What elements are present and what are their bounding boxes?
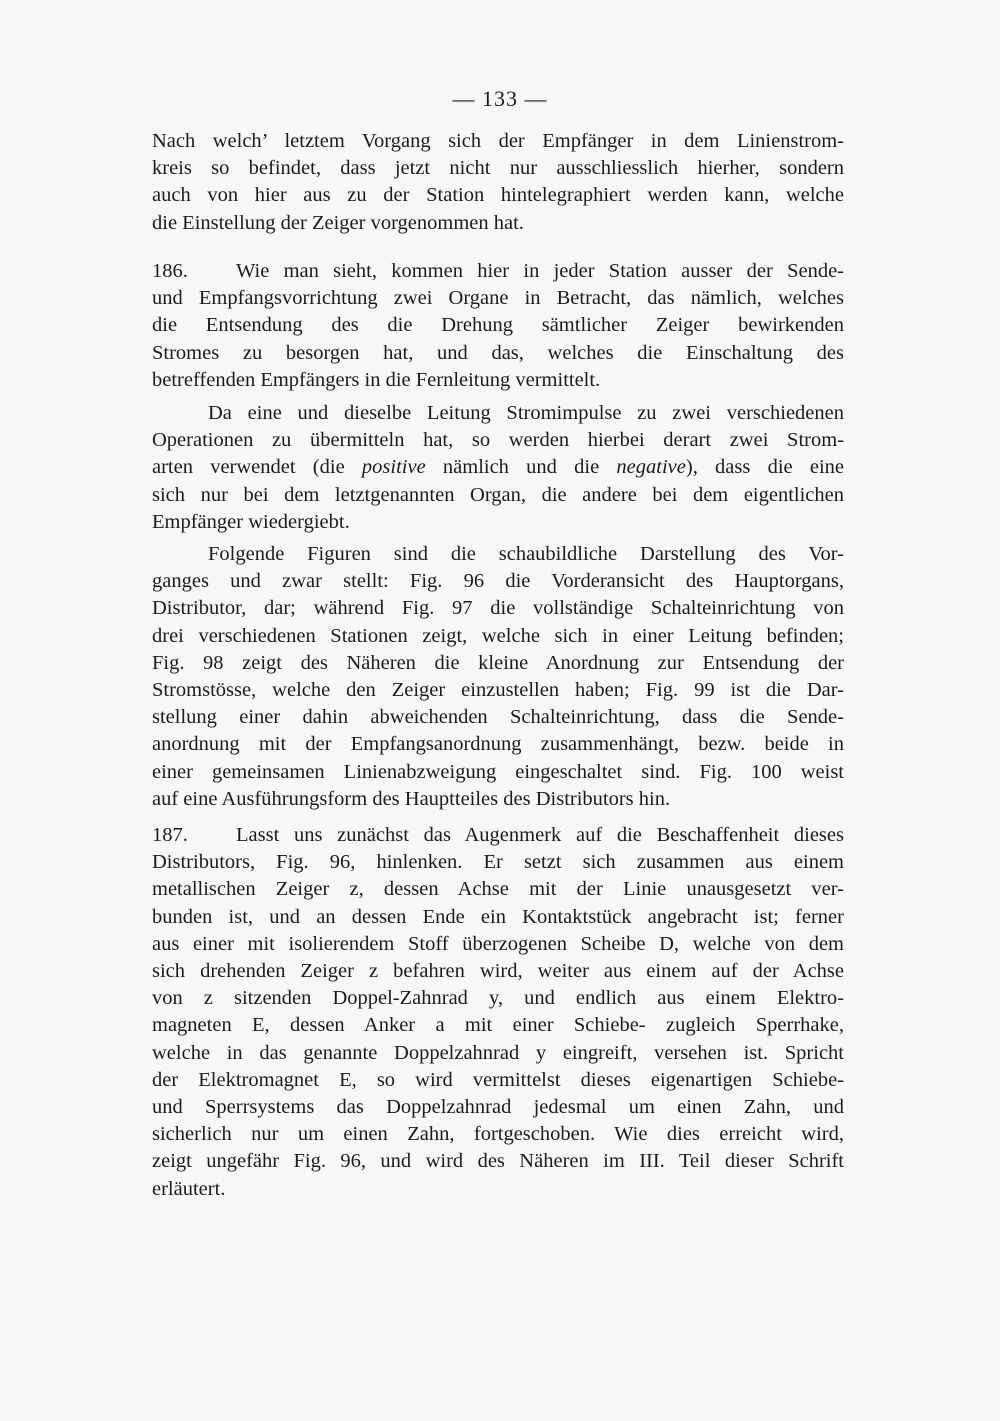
section-number: 187. xyxy=(152,824,188,846)
text-line: der Elektromagnet E, so wird vermittelst dieses eigenartigen Schiebe- xyxy=(152,1068,844,1091)
paragraph-186 xyxy=(152,258,844,394)
page-number: — 133 — xyxy=(452,86,548,111)
text-line: bunden ist, und an dessen Ende ein Kontaktstück angebracht ist; ferner xyxy=(152,905,844,928)
paragraph-4 xyxy=(152,541,844,813)
text-line-content: Wie man sieht, kommen hier in jeder Station ausser der Sende- xyxy=(236,260,844,282)
text-line: erläutert. xyxy=(152,1177,226,1200)
text-line: metallischen Zeiger z, dessen Achse mit der Linie unausgesetzt ver- xyxy=(152,878,844,901)
italic-term: negative xyxy=(616,456,686,479)
text-line: Nach welch’ letztem Vorgang sich der Empfänger in dem Linienstrom- xyxy=(152,130,844,152)
text-line: Distributors, Fig. 96, hinlenken. Er setzt sich zusammen aus einem xyxy=(152,851,844,874)
text-line: stellung einer dahin abweichenden Schalteinrichtung, dass die Sende- xyxy=(152,706,844,729)
text-line: sich drehenden Zeiger z befahren wird, weiter aus einem auf der Achse xyxy=(152,960,844,983)
text-line: Stromes zu besorgen hat, und das, welches die Einschaltung des xyxy=(152,341,844,364)
text-line: sicherlich nur um einen Zahn, fortgeschoben. Wie dies erreicht wird, xyxy=(152,1123,844,1146)
italic-term: positive xyxy=(361,456,426,479)
section-number: 186. xyxy=(152,260,188,282)
text-line: arten verwendet (die positive nämlich und die negative), dass die eine xyxy=(152,456,844,479)
text-line: Folgende Figuren sind die schaubildliche Darstellung des Vor- xyxy=(208,543,844,565)
text-line: Stromstösse, welche den Zeiger einzustellen haben; Fig. 99 ist die Dar- xyxy=(152,679,844,702)
text-line: und Empfangsvorrichtung zwei Organe in Betracht, das nämlich, welches xyxy=(152,287,844,310)
text-line: Fig. 98 zeigt des Näheren die kleine Anordnung zur Entsendung der xyxy=(152,651,844,674)
text-line: ganges und zwar stellt: Fig. 96 die Vorderansicht des Hauptorgans, xyxy=(152,570,844,593)
text-line: die Entsendung des die Drehung sämtlicher Zeiger bewirkenden xyxy=(152,314,844,337)
text-line-content: Lasst uns zunächst das Augenmerk auf die Beschaffenheit dieses xyxy=(236,824,844,846)
text-line: Operationen zu übermitteln hat, so werden hierbei derart zwei Strom- xyxy=(152,429,844,452)
text-line: Da eine und dieselbe Leitung Stromimpulse zu zwei verschiedenen xyxy=(208,402,844,424)
text-line: auch von hier aus zu der Station hintelegraphiert werden kann, welche xyxy=(152,184,844,207)
text-line: drei verschiedenen Stationen zeigt, welche sich in einer Leitung befinden; xyxy=(152,624,844,647)
text-line: anordnung mit der Empfangsanordnung zusammenhängt, bezw. beide in xyxy=(152,733,844,756)
paragraph-1 xyxy=(152,128,844,237)
paragraph-3 xyxy=(152,400,844,536)
text-line: die Einstellung der Zeiger vorgenommen hat. xyxy=(152,211,524,234)
text-line xyxy=(152,258,844,285)
text-line: auf eine Ausführungsform des Hauptteiles des Distributors hin. xyxy=(152,787,671,810)
text-line: Empfänger wiedergiebt. xyxy=(152,510,350,533)
text-line: Distributor, dar; während Fig. 97 die vollständige Schalteinrichtung von xyxy=(152,597,844,620)
text-line: von z sitzenden Doppel-Zahnrad y, und endlich aus einem Elektro- xyxy=(152,987,844,1010)
paragraph-187 xyxy=(152,822,844,1203)
text-line: sich nur bei dem letztgenannten Organ, die andere bei dem eigentlichen xyxy=(152,483,844,506)
text-line: einer gemeinsamen Linienabzweigung eingeschaltet sind. Fig. 100 weist xyxy=(152,760,844,783)
text-line: zeigt ungefähr Fig. 96, und wird des Näheren im III. Teil dieser Schrift xyxy=(152,1150,844,1173)
text-line: und Sperrsystems das Doppelzahnrad jedesmal um einen Zahn, und xyxy=(152,1096,844,1119)
text-line: kreis so befindet, dass jetzt nicht nur ausschliesslich hierher, sondern xyxy=(152,157,844,180)
text-line: aus einer mit isolierendem Stoff überzogenen Scheibe D, welche von dem xyxy=(152,932,844,955)
text-line: magneten E, dessen Anker a mit einer Schiebe- zugleich Sperrhake, xyxy=(152,1014,844,1037)
text-line: welche in das genannte Doppelzahnrad y eingreift, versehen ist. Spricht xyxy=(152,1041,844,1064)
text-line xyxy=(152,822,844,849)
text-line: betreffenden Empfängers in die Fernleitung vermittelt. xyxy=(152,368,601,391)
